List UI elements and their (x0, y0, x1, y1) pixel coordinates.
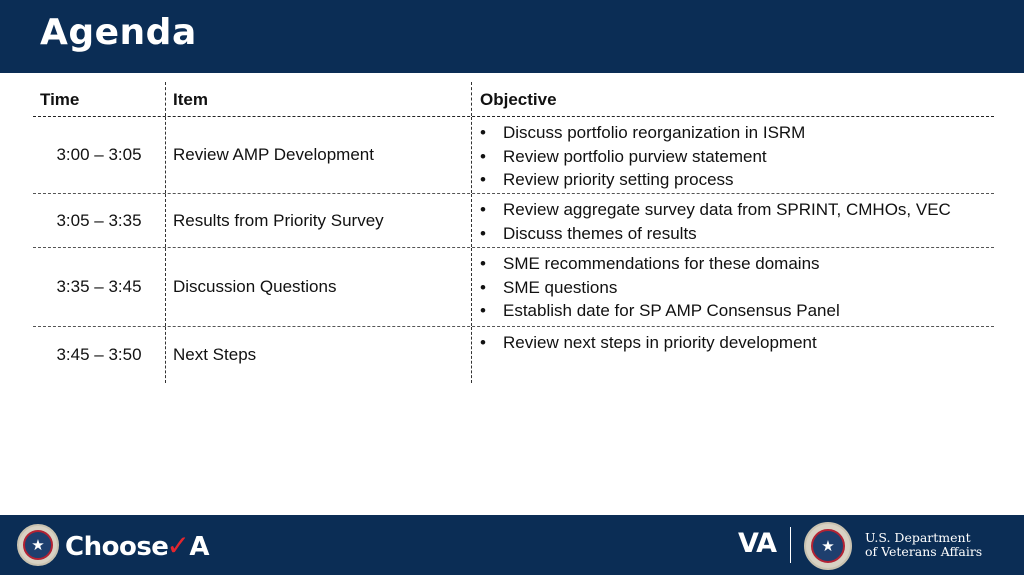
va-logo: VA (738, 528, 776, 559)
row-objectives (471, 327, 994, 383)
agenda-table (33, 82, 994, 383)
objective-bullet: • Review portfolio purview statement (480, 145, 994, 169)
table-row (33, 327, 994, 383)
choose-va-logo (65, 529, 209, 562)
row-item: Discussion Questions (165, 248, 471, 326)
va-seal-icon: ★ (17, 524, 59, 566)
department-line-2: of Veterans Affairs (865, 544, 983, 559)
slide-title: Agenda (40, 12, 197, 53)
table-row (33, 194, 994, 248)
row-time: 3:05 – 3:35 (56, 210, 142, 230)
header-item: Item (165, 82, 471, 116)
row-objectives (471, 117, 994, 193)
department-line-1: U.S. Department (865, 530, 971, 545)
row-time: 3:45 – 3:50 (56, 345, 142, 364)
objective-bullet: • SME questions (480, 276, 994, 300)
checkmark-v-icon: ✓ (166, 529, 190, 562)
department-name (865, 531, 982, 559)
logo-divider (790, 527, 791, 563)
objective-bullet: • Review aggregate survey data from SPRINT, CMHOs, VEC (480, 198, 994, 222)
header-time: Time (40, 90, 80, 109)
row-item: Next Steps (165, 327, 471, 383)
objective-bullet: • Review next steps in priority development (480, 331, 994, 355)
objective-bullet: • Discuss themes of results (480, 222, 994, 246)
row-time: 3:00 – 3:05 (56, 145, 142, 164)
table-row (33, 117, 994, 194)
table-header-row (33, 82, 994, 117)
title-bar (0, 0, 1024, 73)
table-row (33, 248, 994, 327)
objective-bullet: • Discuss portfolio reorganization in ISRM (480, 121, 994, 145)
row-item: Results from Priority Survey (165, 194, 471, 247)
row-objectives (471, 248, 994, 326)
footer-bar (0, 515, 1024, 575)
objective-bullet: • SME recommendations for these domains (480, 252, 994, 276)
row-time: 3:35 – 3:45 (56, 277, 142, 296)
row-objectives (471, 194, 994, 247)
objective-bullet: • Establish date for SP AMP Consensus Panel (480, 299, 994, 323)
header-objective: Objective (471, 82, 994, 116)
va-seal-icon: ★ (804, 522, 852, 570)
row-item: Review AMP Development (165, 117, 471, 193)
objective-bullet: • Review priority setting process (480, 168, 994, 192)
choose-va-suffix: A (189, 532, 210, 562)
choose-va-prefix: Choose (65, 532, 169, 562)
